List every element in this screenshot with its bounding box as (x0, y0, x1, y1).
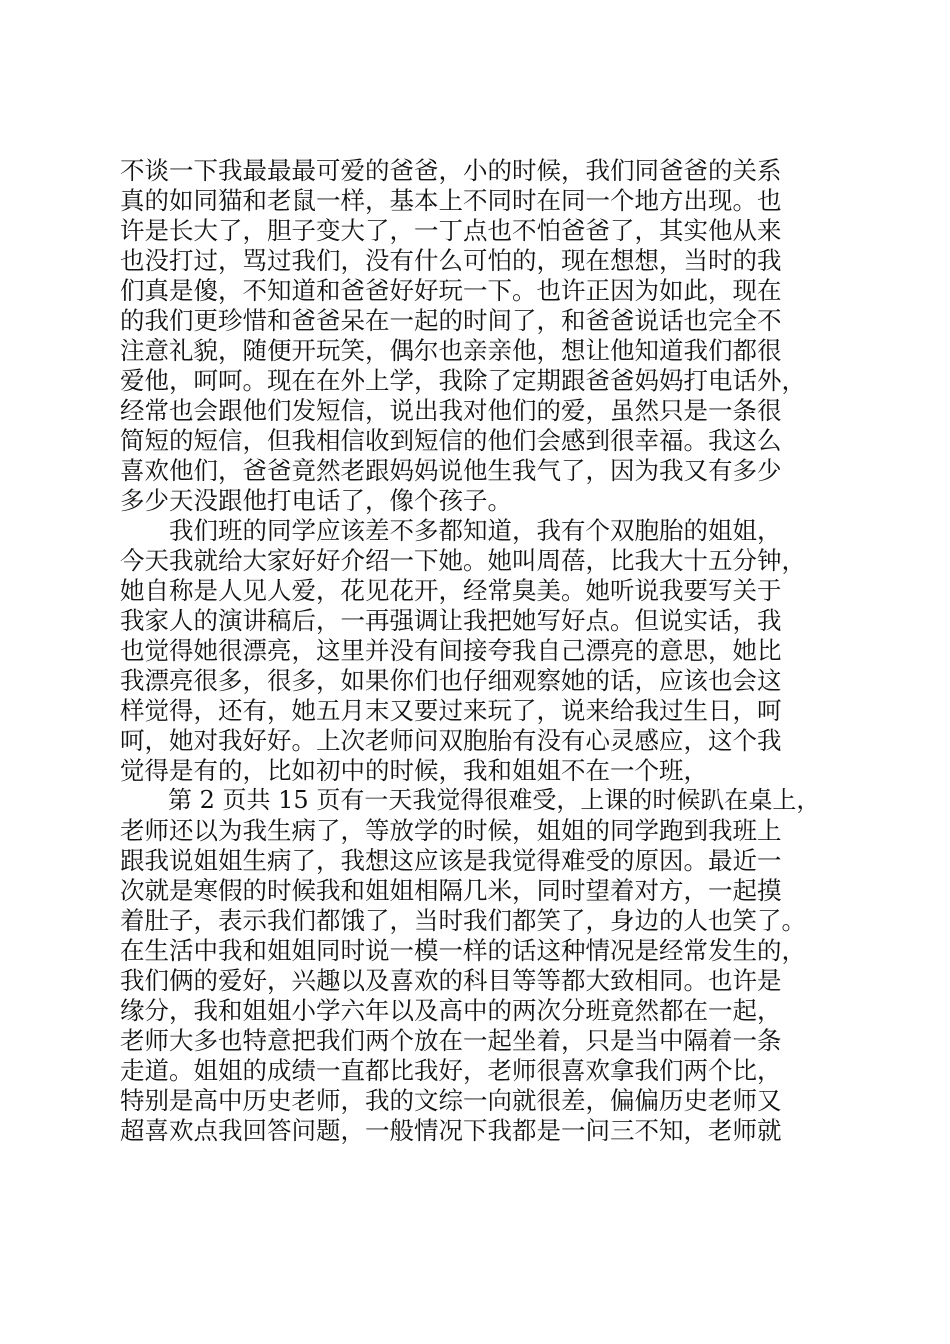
text-line: 我漂亮很多，很多，如果你们也仔细观察她的话，应该也会这 (120, 666, 782, 695)
text-line: 简短的短信，但我相信收到短信的他们会感到很幸福。我这么 (120, 426, 782, 455)
text-line: 们真是傻，不知道和爸爸好好玩一下。也许正因为如此，现在 (120, 276, 782, 305)
text-line: 真的如同猫和老鼠一样，基本上不同时在同一个地方出现。也 (120, 186, 782, 215)
text-line: 的我们更珍惜和爸爸呆在一起的时间了，和爸爸说话也完全不 (120, 306, 782, 335)
text-line: 老师大多也特意把我们两个放在一起坐着，只是当中隔着一条 (120, 1026, 782, 1055)
text-line: 缘分，我和姐姐小学六年以及高中的两次分班竟然都在一起， (120, 996, 782, 1025)
text-line: 觉得是有的，比如初中的时候，我和姐姐不在一个班， (120, 756, 708, 785)
text-line: 她自称是人见人爱，花见花开，经常臭美。她听说我要写关于 (120, 576, 782, 605)
text-line: 爱他，呵呵。现在在外上学，我除了定期跟爸爸妈妈打电话外， (120, 366, 806, 395)
text-line: 不谈一下我最最最可爱的爸爸，小的时候，我们同爸爸的关系 (120, 156, 782, 185)
text-line: 经常也会跟他们发短信，说出我对他们的爱，虽然只是一条很 (120, 396, 782, 425)
text-line: 样觉得，还有，她五月末又要过来玩了，说来给我过生日，呵 (120, 696, 782, 725)
text-line: 跟我说姐姐生病了，我想这应该是我觉得难受的原因。最近一 (120, 846, 782, 875)
text-line: 也觉得她很漂亮，这里并没有间接夸我自己漂亮的意思，她比 (120, 636, 782, 665)
text-line: 许是长大了，胆子变大了，一丁点也不怕爸爸了，其实他从来 (120, 216, 782, 245)
text-line: 我们俩的爱好，兴趣以及喜欢的科目等等都大致相同。也许是 (120, 966, 782, 995)
text-line: 我家人的演讲稿后，一再强调让我把她写好点。但说实话，我 (120, 606, 782, 635)
text-line: 呵，她对我好好。上次老师问双胞胎有没有心灵感应，这个我 (120, 726, 782, 755)
text-line: 次就是寒假的时候我和姐姐相隔几米，同时望着对方，一起摸 (120, 876, 782, 905)
text-line: 在生活中我和姐姐同时说一模一样的话这种情况是经常发生的， (120, 936, 806, 965)
text-line: 第 2 页共 15 页有一天我觉得很难受，上课的时候趴在桌上， (120, 786, 821, 814)
text-line: 今天我就给大家好好介绍一下她。她叫周蓓，比我大十五分钟， (120, 546, 806, 575)
text-line: 也没打过，骂过我们，没有什么可怕的，现在想想，当时的我 (120, 246, 782, 275)
text-line: 我们班的同学应该差不多都知道，我有个双胞胎的姐姐， (120, 516, 782, 545)
text-line: 注意礼貌，随便开玩笑，偶尔也亲亲他，想让他知道我们都很 (120, 336, 782, 365)
text-line: 特别是高中历史老师，我的文综一向就很差，偏偏历史老师又 (120, 1086, 782, 1115)
text-line: 着肚子，表示我们都饿了，当时我们都笑了，身边的人也笑了。 (120, 906, 806, 935)
text-line: 超喜欢点我回答问题，一般情况下我都是一问三不知，老师就 (120, 1116, 782, 1145)
text-line: 多少天没跟他打电话了，像个孩子。 (120, 486, 512, 515)
text-line: 喜欢他们，爸爸竟然老跟妈妈说他生我气了，因为我又有多少 (120, 456, 782, 485)
text-line: 老师还以为我生病了，等放学的时候，姐姐的同学跑到我班上 (120, 816, 782, 845)
text-line: 走道。姐姐的成绩一直都比我好，老师很喜欢拿我们两个比， (120, 1056, 782, 1085)
